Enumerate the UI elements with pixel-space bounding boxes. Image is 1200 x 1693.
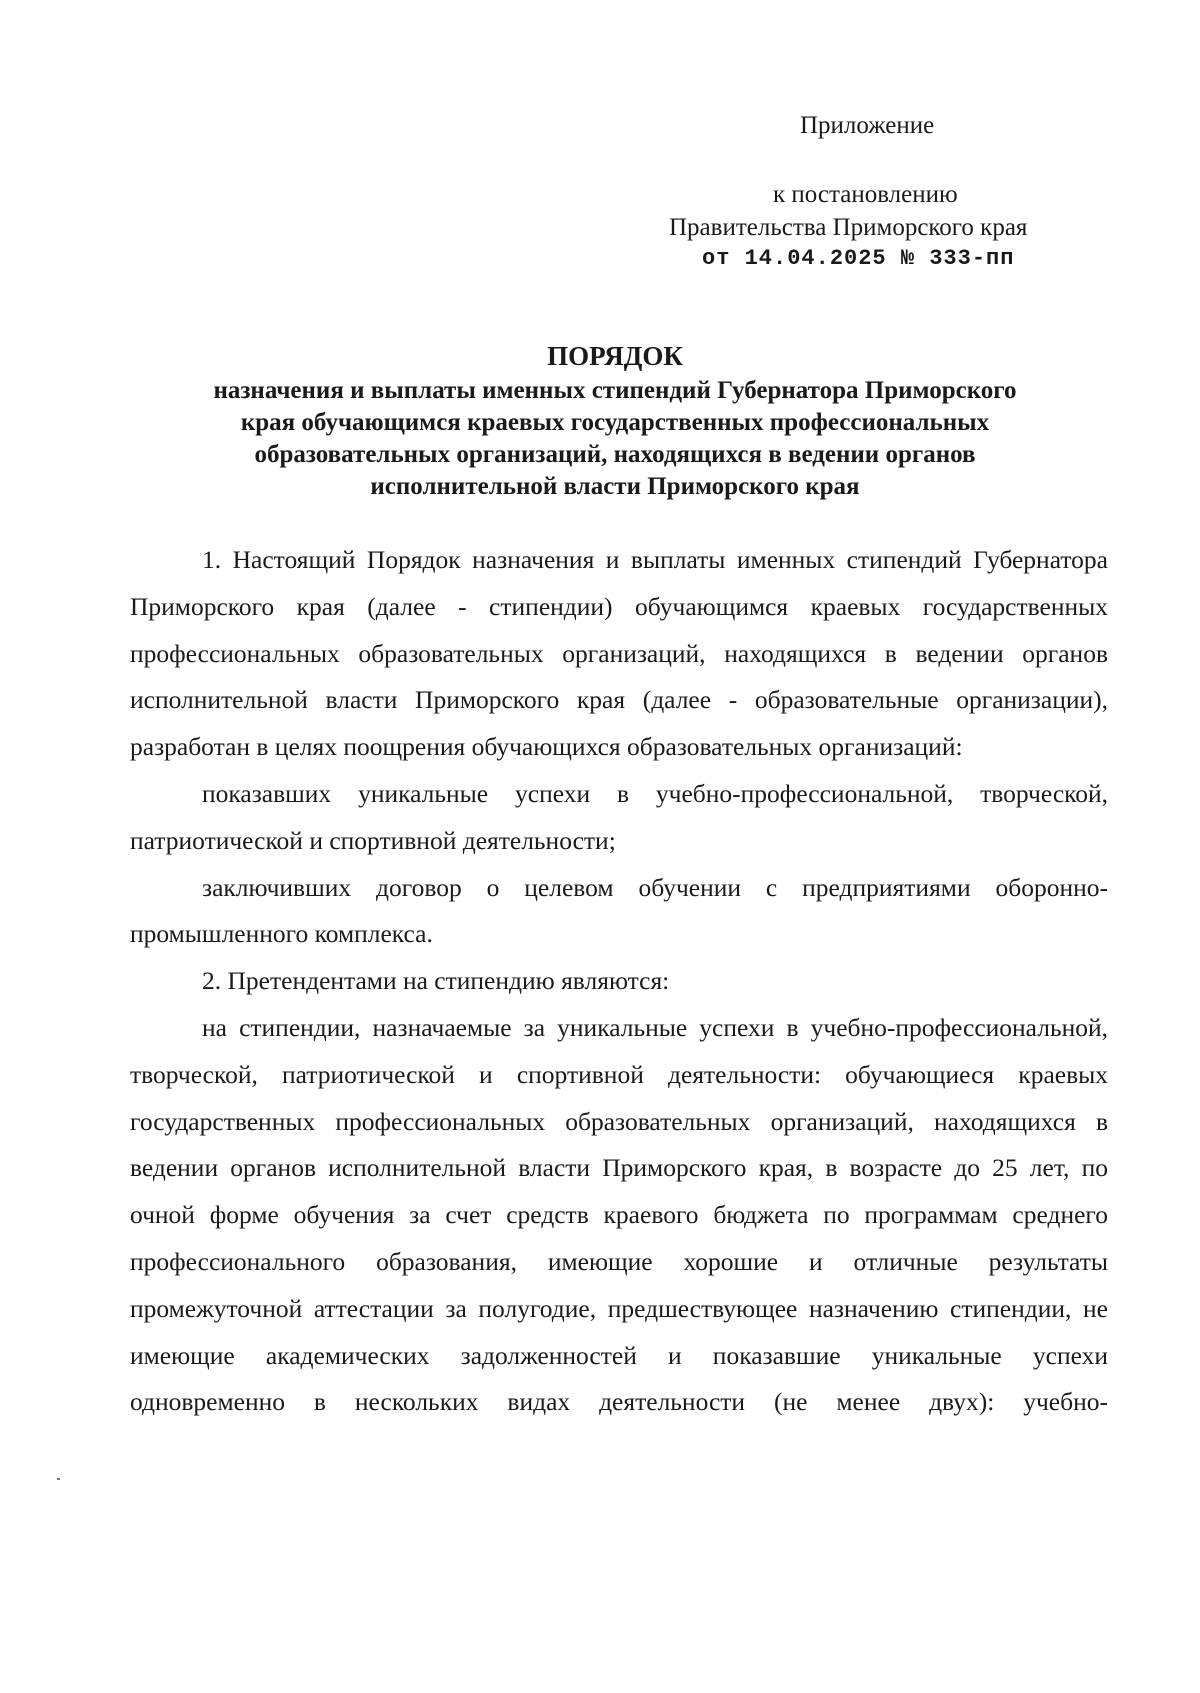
appendix-government: Правительства Приморского края: [669, 214, 1028, 241]
paragraph-2-item-a: на стипендии, назначаемые за уникальные успехи в учебно-профессиональной, творческой, патриотической и спортивной деятельности: обучающиеся краевых государственных профессиональных образовательных организаций, находящихся в ведении органов исполнительной власти Приморского края, в возрасте до 25 лет, по очной форме обучения за счет средств краевого бюджета по программам среднего профессионального образования, имеющие хорошие и отличные результаты промежуточной аттестации за полугодие, предшествующее назначению стипендии, не имеющие академических задолженностей и показавшие уникальные успехи одновременно в нескольких видах деятельности (не менее двух): учебно-: [130, 1012, 1108, 1417]
paragraph-1-item-a: показавших уникальные успехи в учебно-профессиональной, творческой, патриотической и спортивной деятельности;: [130, 778, 1108, 855]
paragraph-1: 1. Настоящий Порядок назначения и выплаты именных стипендий Губернатора Приморского края (далее - стипендии) обучающимся краевых государственных профессиональных образовательных организаций, находящихся в ведении органов исполнительной власти Приморского края (далее - образовательные организации), разработан в целях поощрения обучающихся образовательных организаций:: [130, 545, 1108, 762]
subtitle-line: исполнительной власти Приморского края: [370, 473, 860, 500]
document-subtitle: [130, 375, 1100, 503]
appendix-to-resolution: к постановлению: [773, 181, 958, 208]
paragraph-1-item-b: заключивших договор о целевом обучении с предприятиями оборонно-промышленного комплекса.: [130, 872, 1108, 949]
appendix-label: Приложение: [800, 112, 935, 139]
resolution-number: от 14.04.2025 № 333-пп: [702, 246, 1015, 271]
document-body: [130, 537, 1108, 1426]
scan-speck: [57, 1478, 60, 1480]
subtitle-line: края обучающимся краевых государственных профессиональных: [240, 409, 990, 436]
subtitle-line: образовательных организаций, находящихся в ведении органов: [254, 441, 976, 468]
subtitle-line: назначения и выплаты именных стипендий Губернатора Приморского: [213, 377, 1017, 404]
document-title: ПОРЯДОК: [547, 341, 683, 371]
paragraph-2: 2. Претендентами на стипендию являются:: [202, 966, 670, 996]
